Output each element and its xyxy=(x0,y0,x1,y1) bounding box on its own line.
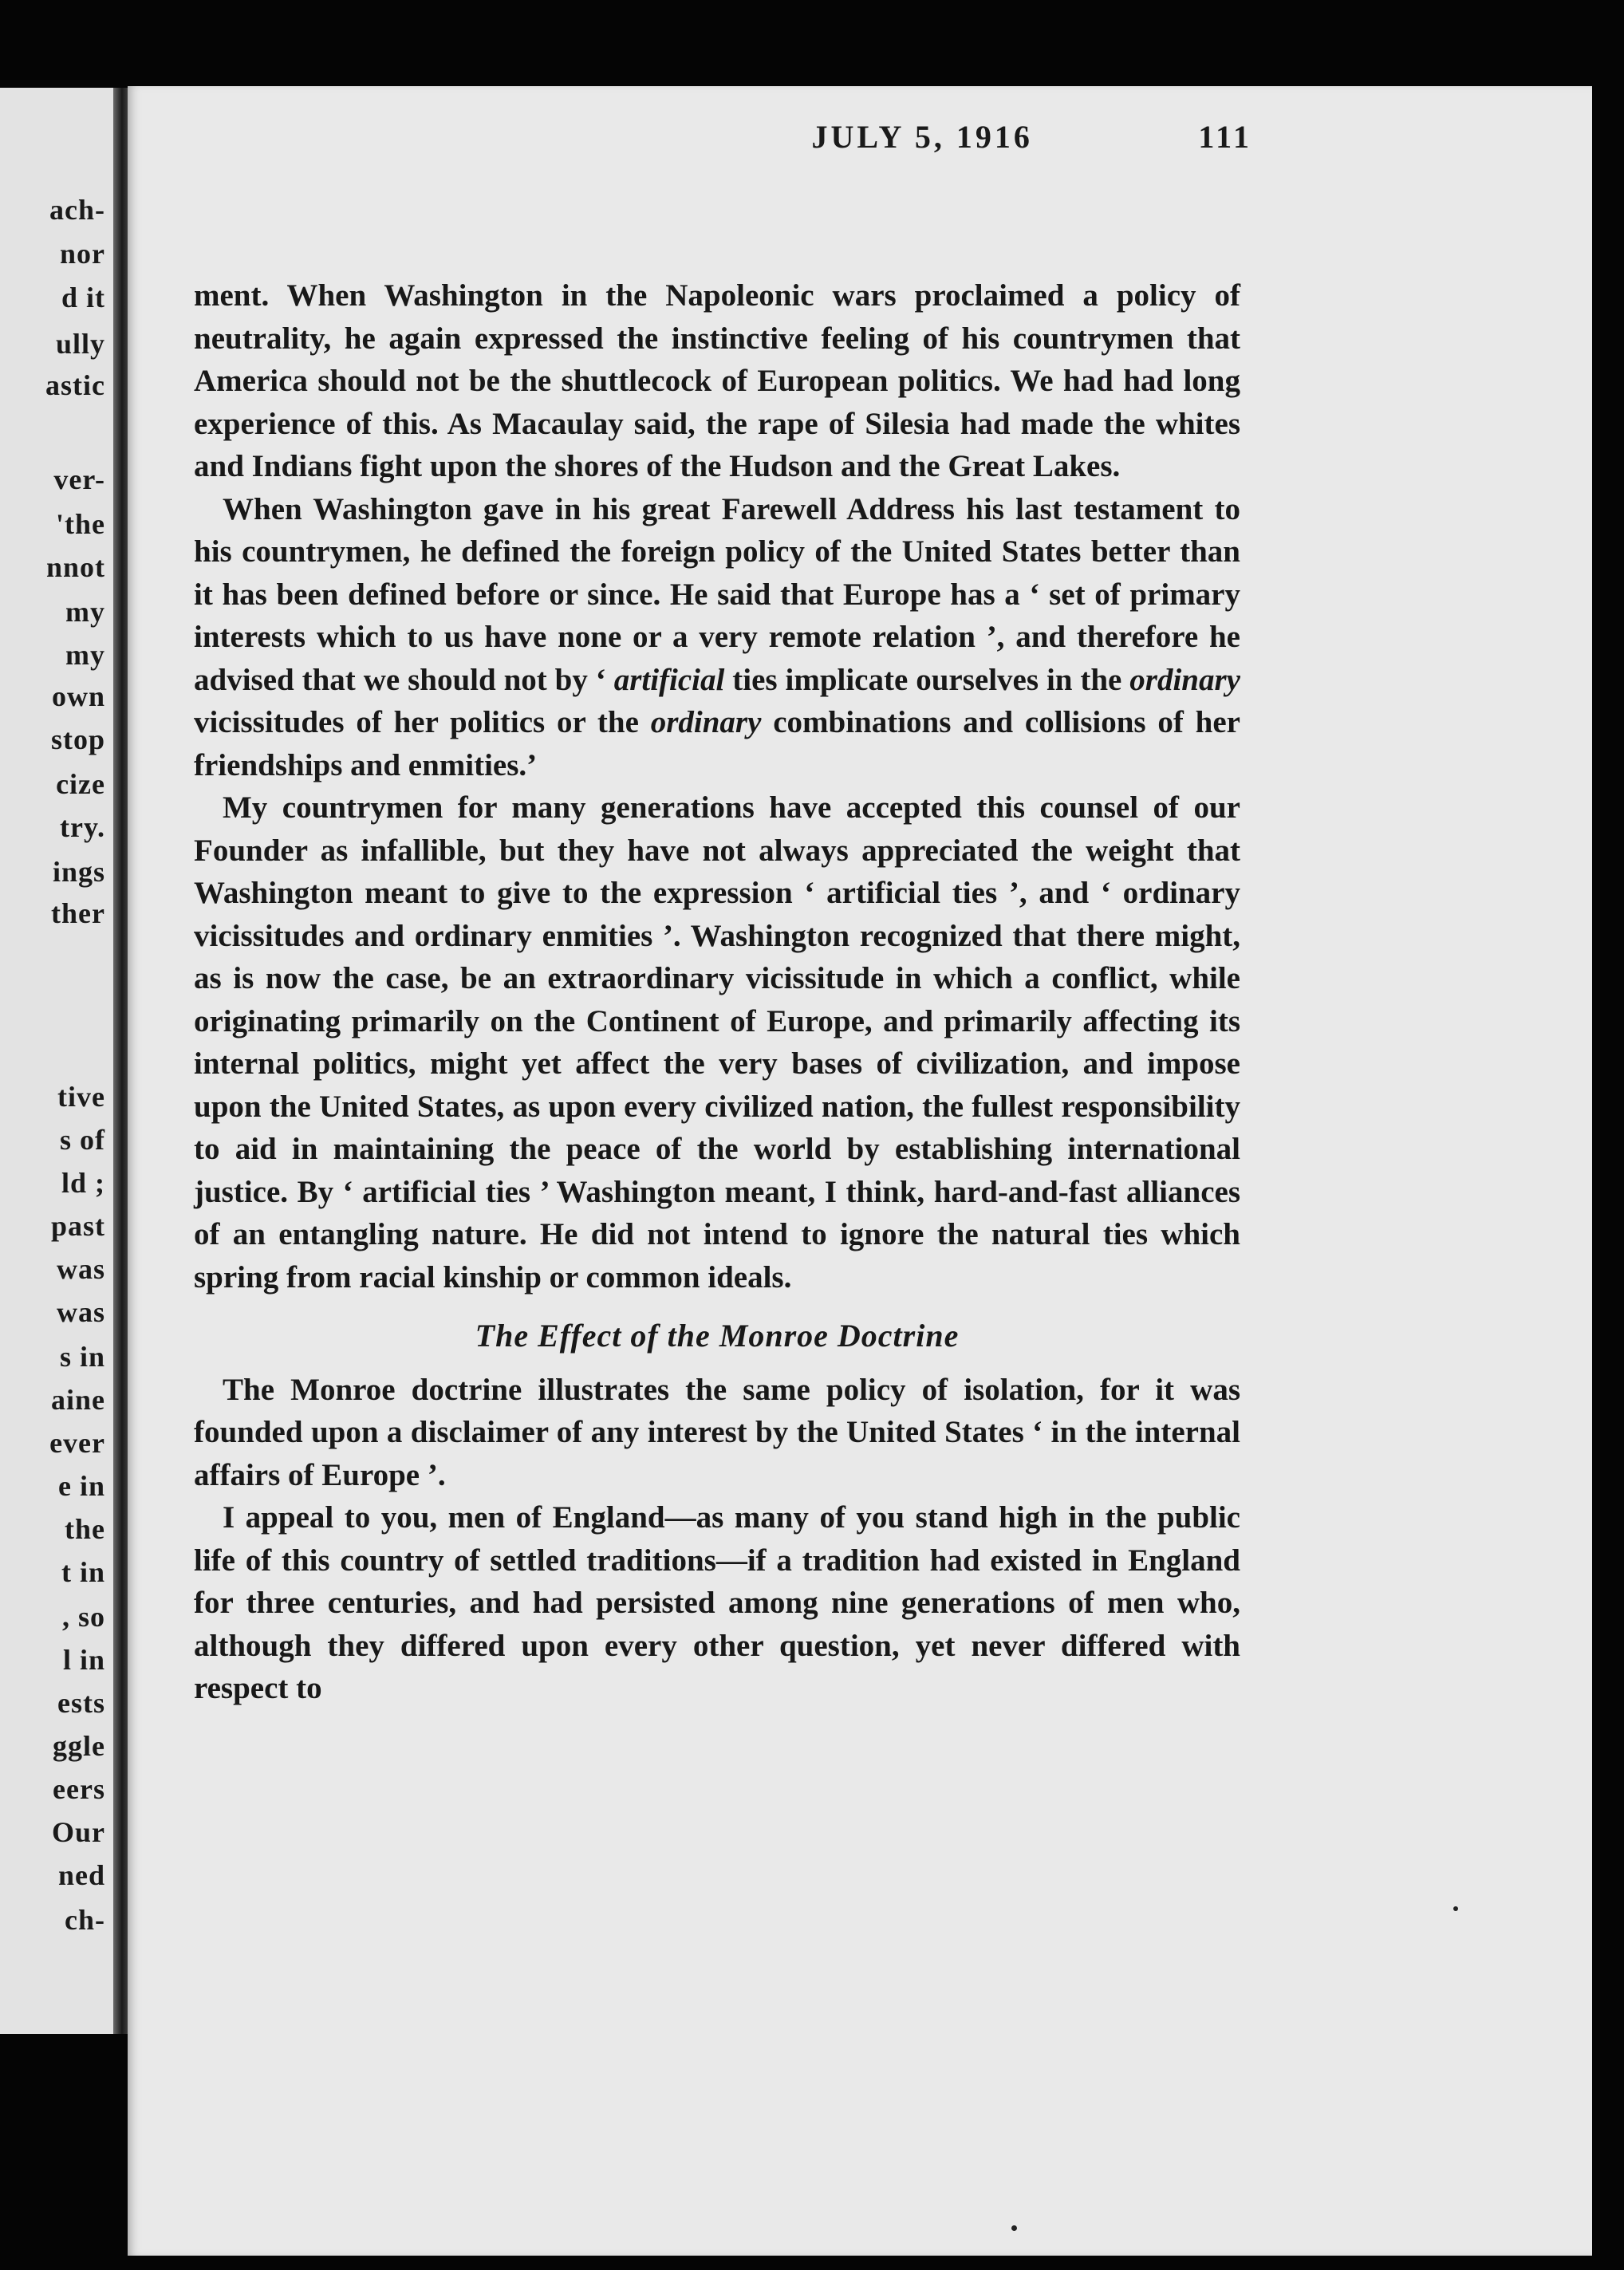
speck-mark xyxy=(1453,1906,1458,1911)
text-run: I appeal to you, men of England—as many of you stand high in the public life of this country of settled traditions—if a tradition had existed in England for three centuries, and had persisted among nine generations of men who, although they differed upon every other question, yet never differed with respect to xyxy=(194,1500,1240,1705)
facing-page-fragment: ther xyxy=(51,897,105,929)
facing-page-fragment: , so xyxy=(61,1601,105,1633)
facing-page-fragment: was xyxy=(56,1253,105,1285)
facing-page-fragment: ch- xyxy=(65,1904,105,1936)
body-paragraph xyxy=(194,274,1240,488)
header-date: JULY 5, 1916 xyxy=(811,119,1033,155)
italic-emphasis: ordinary xyxy=(650,705,762,739)
facing-page-fragment: ully xyxy=(55,328,105,360)
facing-page-fragment: tive xyxy=(57,1081,105,1113)
facing-page-fragment: was xyxy=(56,1296,105,1328)
facing-page-fragment: ever xyxy=(49,1427,105,1459)
paragraph-group-after-heading xyxy=(194,1369,1240,1710)
facing-page-fragment: past xyxy=(50,1210,105,1242)
facing-page-fragment: Our xyxy=(51,1816,105,1848)
text-run: combinations and collisions of her friendships and enmities.’ xyxy=(194,705,1240,782)
text-run: vicissitudes of her politics or the xyxy=(194,705,651,739)
facing-page-fragment: ned xyxy=(57,1859,105,1891)
facing-page-fragment: my xyxy=(65,639,105,671)
facing-page-fragment: ach- xyxy=(49,194,105,226)
facing-page-fragment: eers xyxy=(53,1773,105,1805)
text-run: When Washington gave in his great Farewell Address his last testament to his countrymen, he defined the foreign policy of the United States better than it has been defined before or since. He said that Europe has a ‘ set of primary interests which to us have none or a very remote relation ’, and therefore he advised that we should not by ‘ xyxy=(194,491,1240,697)
italic-emphasis: ordinary xyxy=(1129,662,1240,697)
article-body xyxy=(194,274,1240,1710)
facing-page-fragment: aine xyxy=(50,1384,105,1416)
book-gutter xyxy=(113,88,128,2034)
section-heading: The Effect of the Monroe Doctrine xyxy=(475,1318,960,1354)
facing-page-fragment: cize xyxy=(56,768,105,800)
facing-page-fragment: l in xyxy=(62,1644,105,1676)
facing-page-fragment: astic xyxy=(45,369,105,401)
facing-page-fragment: ver- xyxy=(53,463,105,495)
facing-page-fragment: the xyxy=(65,1513,105,1545)
text-run: ties implicate ourselves in the xyxy=(724,662,1130,697)
facing-page-fragment: s of xyxy=(60,1124,105,1156)
facing-page-fragment: s in xyxy=(59,1341,105,1373)
facing-page-fragment: d it xyxy=(61,282,105,313)
facing-page-fragment: ings xyxy=(52,856,105,888)
facing-page-fragment: nor xyxy=(60,238,105,270)
facing-page-fragment: own xyxy=(51,680,105,712)
text-run: My countrymen for many generations have accepted this counsel of our Founder as infallible, but they have not always appreciated the weight that Washington meant to give to the expression ‘ artificial ties ’, and ‘ ordinary vicissitudes and ordinary enmities ’. Washington recognized that there might, as is now the case, be an extraordinary vicissitude in which a conflict, while originating primarily on the Continent of Europe, and primarily affecting its internal politics, might yet affect the very bases of civilization, and impose upon the United States, as upon every civilized nation, the fullest responsibility to aid in maintaining the peace of the world by establishing international justice. By ‘ artificial ties ’ Washington meant, I think, hard-and-fast alliances of an entangling nature. He did not intend to ignore the natural ties which spring from racial kinship or common ideals. xyxy=(194,790,1240,1295)
italic-emphasis: artificial xyxy=(613,662,725,697)
text-run: ment. When Washington in the Napoleonic wars proclaimed a policy of neutrality, he again expressed the instinctive feeling of his countrymen that America should not be the shuttlecock of European politics. We had had long experience of this. As Macaulay said, the rape of Silesia had made the whites and Indians fight upon the shores of the Hudson and the Great Lakes. xyxy=(194,278,1240,483)
paragraph-group-before-heading xyxy=(194,274,1240,1299)
facing-page-fragment: nnot xyxy=(45,551,105,583)
facing-page-fragment: e in xyxy=(57,1470,105,1502)
speck-mark xyxy=(1011,2225,1017,2231)
page-number: 111 xyxy=(1198,119,1252,155)
facing-page-fragment: my xyxy=(65,596,105,628)
facing-page-fragment: t in xyxy=(61,1556,105,1588)
body-paragraph xyxy=(194,1369,1240,1497)
facing-page-fragment: ggle xyxy=(53,1730,105,1762)
facing-page-fragment: ests xyxy=(57,1687,105,1719)
facing-page-fragment: stop xyxy=(50,723,105,755)
text-run: The Monroe doctrine illustrates the same policy of isolation, for it was founded upon a disclaimer of any interest by the United States ‘ in the internal affairs of Europe ’. xyxy=(194,1372,1240,1492)
body-paragraph xyxy=(194,786,1240,1299)
running-header xyxy=(471,118,1252,156)
facing-page-fragment: 'the xyxy=(56,508,105,540)
body-paragraph xyxy=(194,1496,1240,1710)
body-paragraph xyxy=(194,488,1240,787)
facing-page-fragment: try. xyxy=(60,811,105,843)
facing-page-fragment: ld ; xyxy=(61,1167,105,1199)
facing-page-edge xyxy=(0,88,113,2034)
